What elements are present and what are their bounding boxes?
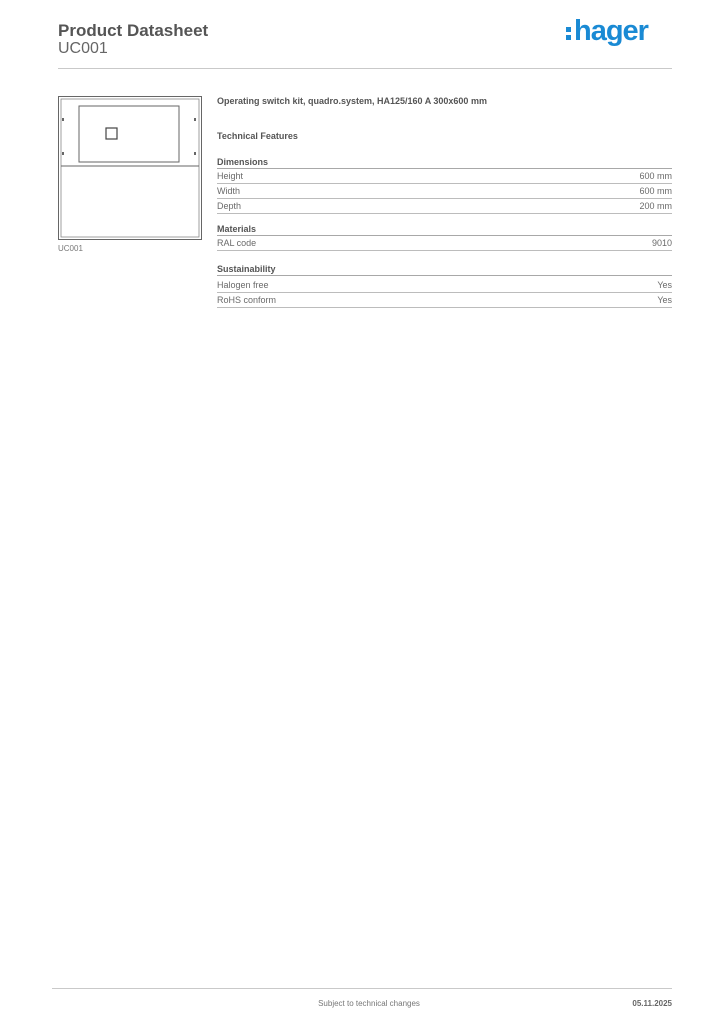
product-code: UC001 — [58, 40, 108, 57]
logo-text: hager — [574, 14, 648, 47]
product-name: Operating switch kit, quadro.system, HA125/160 A 300x600 mm — [217, 96, 487, 106]
spec-label: RAL code — [217, 238, 257, 248]
dimensions-section — [217, 156, 672, 214]
spec-value: 600 mm — [639, 186, 672, 196]
spec-label: RoHS conform — [217, 295, 277, 305]
spec-value: 200 mm — [639, 201, 672, 211]
spec-row-height — [217, 170, 672, 184]
spec-value: 600 mm — [639, 171, 672, 181]
brand-logo — [566, 14, 648, 48]
spec-value: Yes — [657, 295, 672, 305]
footer-note: Subject to technical changes — [318, 999, 420, 1008]
spec-row-halogen-free — [217, 279, 672, 293]
logo-dots-icon — [566, 27, 571, 40]
spec-value: Yes — [657, 280, 672, 290]
sustainability-section — [217, 263, 672, 308]
spec-row-rohs-conform — [217, 294, 672, 308]
dimensions-title: Dimensions — [217, 156, 672, 169]
sustainability-title: Sustainability — [217, 263, 672, 276]
materials-section — [217, 223, 672, 251]
materials-title: Materials — [217, 223, 672, 236]
product-drawing — [58, 96, 202, 240]
footer-divider — [52, 988, 672, 989]
spec-label: Width — [217, 186, 241, 196]
technical-features-heading: Technical Features — [217, 131, 298, 141]
header-divider — [58, 68, 672, 69]
footer-date: 05.11.2025 — [632, 999, 672, 1008]
spec-label: Height — [217, 171, 244, 181]
page-title: Product Datasheet — [58, 21, 209, 40]
spec-row-depth — [217, 200, 672, 214]
spec-row-ral-code — [217, 237, 672, 251]
figure-caption: UC001 — [58, 244, 83, 253]
spec-label: Halogen free — [217, 280, 269, 290]
spec-value: 9010 — [651, 238, 672, 248]
spec-label: Depth — [217, 201, 242, 211]
spec-row-width — [217, 185, 672, 199]
